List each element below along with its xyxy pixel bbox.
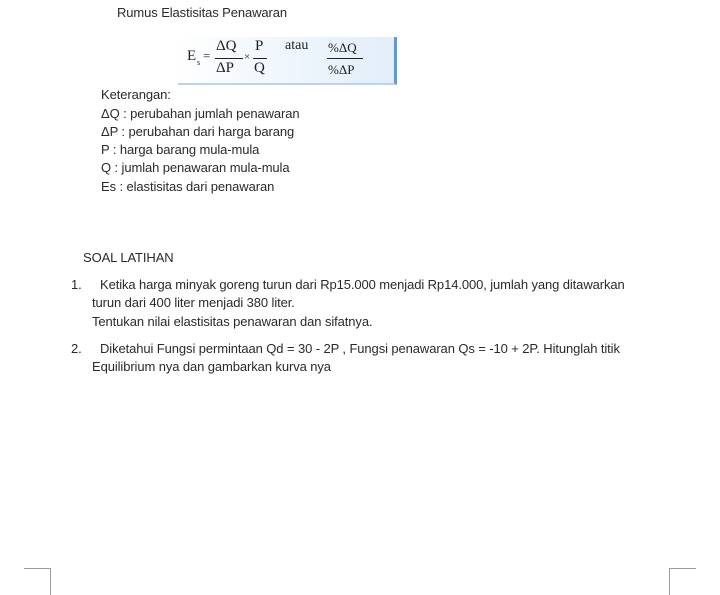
page-corner-mark-left [24,568,51,595]
question-1-line: turun dari 400 liter menjadi 380 liter. [92,295,295,310]
formula-frac1-line [215,58,243,59]
formula-frac2-numerator: P [255,38,264,54]
keterangan-heading: Keterangan: [101,87,171,102]
keterangan-item: Es : elastisitas dari penawaran [101,179,275,194]
formula-frac3-line [327,58,363,59]
formula-frac1-numerator: ΔQ [216,38,237,54]
formula-box [178,37,397,85]
question-1-line: Ketika harga minyak goreng turun dari Rp15.000 menjadi Rp14.000, jumlah yang ditawarkan [100,277,625,292]
keterangan-item: P : harga barang mula-mula [101,142,260,157]
question-number: 2. [71,341,82,356]
question-number: 1. [71,277,82,292]
formula-frac2-denominator: Q [254,60,265,76]
page-title: Rumus Elastisitas Penawaran [117,5,287,20]
formula-frac2-line [253,58,267,59]
keterangan-item: ΔQ : perubahan jumlah penawaran [101,106,300,121]
formula-frac3-denominator: %ΔP [328,62,355,77]
formula-lhs-subscript: s [197,58,201,67]
page-corner-mark-right [669,568,696,595]
formula-lhs: E [187,48,197,64]
question-2-line: Diketahui Fungsi permintaan Qd = 30 - 2P , Fungsi penawaran Qs = -10 + 2P. Hitunglah titik [100,341,620,356]
soal-heading: SOAL LATIHAN [83,250,174,265]
question-1-line: Tentukan nilai elastisitas penawaran dan sifatnya. [92,314,373,329]
formula-equals: = [203,48,211,63]
formula-times: × [244,51,251,63]
keterangan-item: Q : jumlah penawaran mula-mula [101,160,290,175]
question-2-line: Equilibrium nya dan gambarkan kurva nya [92,359,331,374]
formula-or: atau [285,38,309,53]
keterangan-item: ΔP : perubahan dari harga barang [101,124,295,139]
formula-frac3-numerator: %ΔQ [328,40,357,55]
formula-frac1-denominator: ΔP [216,60,234,76]
